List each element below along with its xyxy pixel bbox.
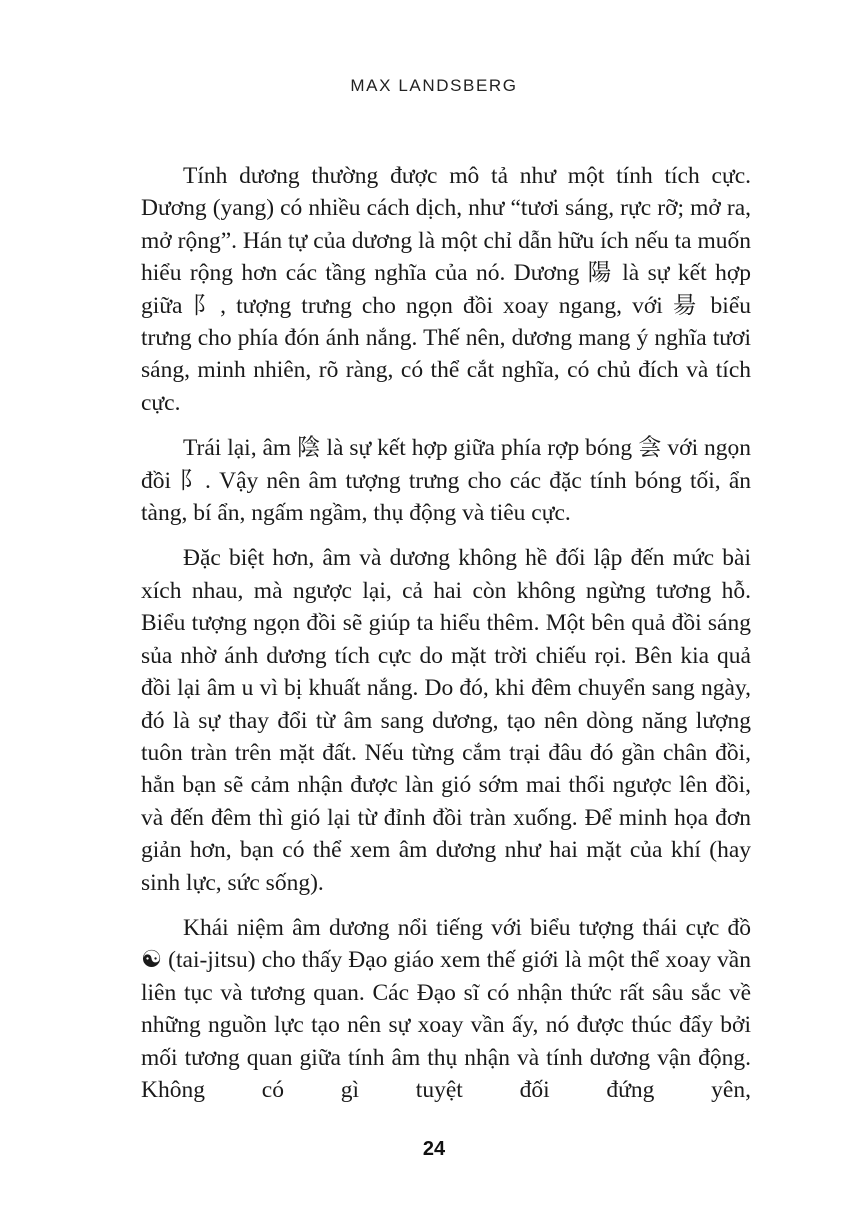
running-header: MAX LANDSBERG: [350, 76, 518, 95]
paragraph-taijitu: Khái niệm âm dương nổi tiếng với biểu tượng thái cực đồ ☯ (tai-jitsu) cho thấy Đạo giáo xem thế giới là một thể xoay vần liên tục và tương quan. Các Đạo sĩ có nhận thức rất sâu sắc về những nguồn lực tạo nên sự xoay vần ấy, nó được thúc đẩy bởi mối tương quan giữa tính âm thụ nhận và tính dương vận động. Không có gì tuyệt đối đứng yên,: [141, 914, 751, 1103]
body-text: [141, 160, 751, 1119]
page-number: 24: [422, 1138, 446, 1160]
paragraph-yang: Tính dương thường được mô tả như một tính tích cực. Dương (yang) có nhiều cách dịch, như “tươi sáng, rực rỡ; mở ra, mở rộng”. Hán tự của dương là một chỉ dẫn hữu ích nếu ta muốn hiểu rộng hơn các tầng nghĩa của nó. Dương 陽 là sự kết hợp giữa 阝, tượng trưng cho ngọn đồi xoay ngang, với 昜 biểu trưng cho phía đón ánh nắng. Thế nên, dương mang ý nghĩa tươi sáng, minh nhiên, rõ ràng, có thể cắt nghĩa, có chủ đích và tích cực.: [141, 163, 751, 416]
paragraph-interdependence: Đặc biệt hơn, âm và dương không hề đối lập đến mức bài xích nhau, mà ngược lại, cả hai còn không ngừng tương hỗ. Biểu tượng ngọn đồi sẽ giúp ta hiểu thêm. Một bên quả đồi sáng sủa nhờ ánh dương tích cực do mặt trời chiếu rọi. Bên kia quả đồi lại âm u vì bị khuất nắng. Do đó, khi đêm chuyển sang ngày, đó là sự thay đổi từ âm sang dương, tạo nên dòng năng lượng tuôn tràn trên mặt đất. Nếu từng cắm trại đâu đó gần chân đồi, hẳn bạn sẽ cảm nhận được làn gió sớm mai thổi ngược lên đồi, và đến đêm thì gió lại từ đỉnh đồi tràn xuống. Để minh họa đơn giản hơn, bạn có thể xem âm dương như hai mặt của khí (hay sinh lực, sức sống).: [141, 545, 751, 896]
paragraph-yin: Trái lại, âm 陰 là sự kết hợp giữa phía rợp bóng 侌 với ngọn đồi 阝. Vậy nên âm tượng trưng cho các đặc tính bóng tối, ẩn tàng, bí ẩn, ngấm ngầm, thụ động và tiêu cực.: [141, 435, 751, 527]
